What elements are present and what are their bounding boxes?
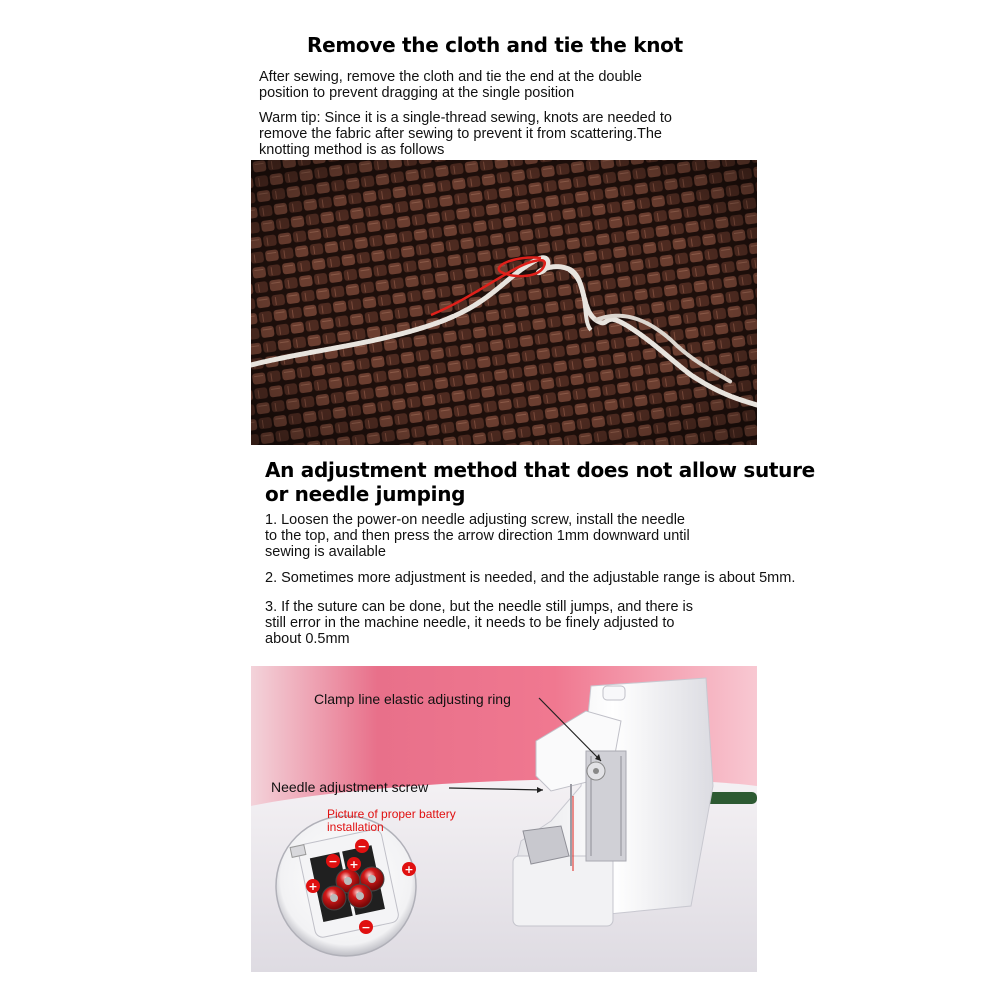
sewing-machine-photo	[251, 666, 757, 972]
paragraph-line: position to prevent dragging at the single position	[259, 85, 575, 101]
label-line: Picture of proper battery	[327, 807, 456, 821]
plus-sign: +	[349, 858, 359, 871]
paragraph-line: sewing is available	[265, 544, 386, 560]
section-title-remove-cloth: Remove the cloth and tie the knot	[307, 33, 683, 57]
heading-line: An adjustment method that does not allow suture	[265, 458, 815, 482]
paragraph-line: After sewing, remove the cloth and tie the end at the double	[259, 69, 642, 85]
minus-sign: −	[328, 855, 338, 868]
minus-sign: −	[357, 840, 367, 853]
callout-clamp-ring: Clamp line elastic adjusting ring	[314, 691, 511, 707]
plus-sign: +	[308, 880, 318, 893]
plus-sign: +	[404, 863, 414, 876]
label-line: installation	[327, 820, 384, 834]
step-3	[265, 599, 693, 647]
paragraph-line: remove the fabric after sewing to prevent it from scattering.The	[259, 126, 662, 142]
step-2	[265, 570, 795, 586]
step-1	[265, 512, 690, 560]
paragraph-line: still error in the machine needle, it needs to be finely adjusted to	[265, 615, 675, 631]
paragraph-line: about 0.5mm	[265, 631, 350, 647]
battery-installation-label	[327, 808, 456, 834]
paragraph-warm-tip	[259, 110, 672, 158]
paragraph-line: 3. If the suture can be done, but the needle still jumps, and there is	[265, 599, 694, 615]
paragraph-line: to the top, and then press the arrow direction 1mm downward until	[265, 528, 690, 544]
paragraph-line: 2. Sometimes more adjustment is needed, and the adjustable range is about 5mm.	[265, 570, 796, 586]
heading-line: or needle jumping	[265, 482, 466, 506]
callout-needle-screw: Needle adjustment screw	[271, 779, 429, 795]
paragraph-after-sewing	[259, 69, 642, 101]
minus-sign: −	[361, 921, 371, 934]
paragraph-line: Warm tip: Since it is a single-thread sewing, knots are needed to	[259, 110, 672, 126]
paragraph-line: 1. Loosen the power-on needle adjusting screw, install the needle	[265, 512, 685, 528]
section-title-adjustment	[265, 458, 815, 506]
fabric-knot-photo	[251, 160, 757, 445]
paragraph-line: knotting method is as follows	[259, 142, 445, 158]
